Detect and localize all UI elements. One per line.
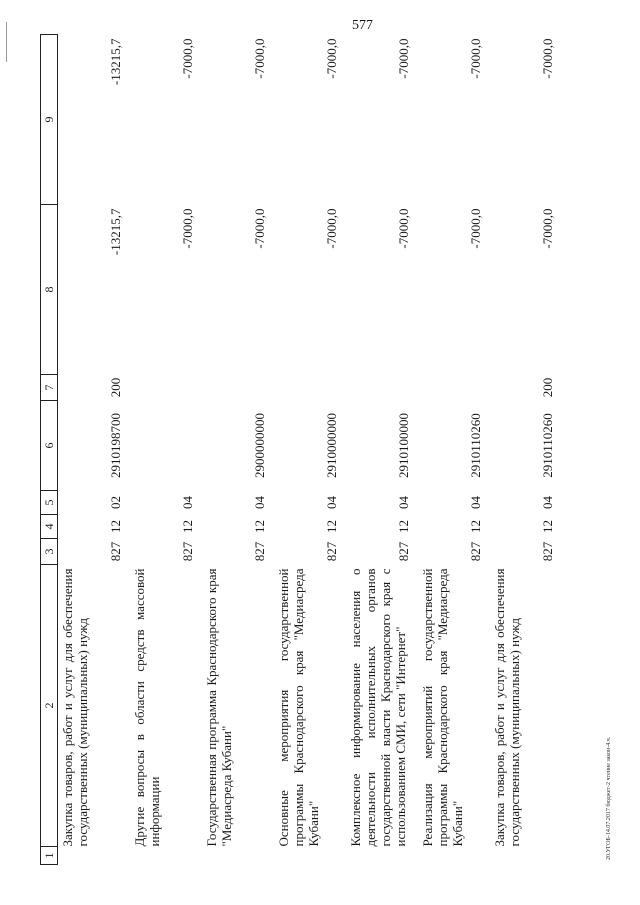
row-sum-total: -7000,0 <box>467 38 483 79</box>
row-sum-change: -7000,0 <box>323 208 339 249</box>
row-code: 827 <box>179 541 195 562</box>
row-type <box>130 375 202 401</box>
row-target: 2910110260 <box>467 413 483 478</box>
row-name: Другие вопросы в области средств массовой информации <box>131 568 162 847</box>
page-number: 577 <box>352 18 373 33</box>
row-sum-change: -7000,0 <box>179 208 195 249</box>
row-sum-change: -7000,0 <box>251 208 267 249</box>
row-section: 12 <box>395 520 411 533</box>
row-code: 827 <box>539 541 555 562</box>
row-target <box>130 401 202 491</box>
row-sum-change: -13215,7 <box>107 208 123 256</box>
row-target: 2900000000 <box>251 413 267 478</box>
row-section: 12 <box>323 520 339 533</box>
row-subsection: 04 <box>179 496 195 509</box>
row-subsection: 04 <box>467 496 483 509</box>
row-sum-total: -7000,0 <box>179 38 195 79</box>
row-section: 12 <box>539 520 555 533</box>
col-header: 7 <box>41 375 58 401</box>
row-sum-change: -7000,0 <box>539 208 555 249</box>
row-type: 200 <box>539 377 555 398</box>
table-row <box>130 35 202 865</box>
row-sum-change: -7000,0 <box>395 208 411 249</box>
row-sum-total: -7000,0 <box>323 38 339 79</box>
row-section: 12 <box>107 520 123 533</box>
row-name: Реализация мероприятий государственной программы Краснодарского края "Медиасреда Кубани" <box>419 568 465 847</box>
col-header: 1 <box>41 847 58 865</box>
row-name: Закупка товаров, работ и услуг для обеспечения государственных (муниципальных) нужд <box>60 568 90 847</box>
row-subsection: 04 <box>323 496 339 509</box>
row-type: 200 <box>107 377 123 398</box>
row-code: 827 <box>323 541 339 562</box>
table-row <box>418 35 490 865</box>
row-subsection: 02 <box>107 496 123 509</box>
file-path-footer: 20.УГОБ-14.07.2017 бюджет-2 чтение закон-4.ч. <box>606 736 612 860</box>
header-row <box>41 35 58 865</box>
row-sum-total: -7000,0 <box>539 38 555 79</box>
col-header: 5 <box>41 491 58 515</box>
col-header: 8 <box>41 205 58 375</box>
table-row <box>58 35 130 865</box>
row-section: 12 <box>251 520 267 533</box>
budget-table <box>40 34 562 865</box>
col-header: 9 <box>41 35 58 205</box>
row-subsection: 04 <box>395 496 411 509</box>
row-sum-total: -13215,7 <box>107 38 123 86</box>
table-row <box>346 35 418 865</box>
col-header: 3 <box>41 539 58 565</box>
col-header: 4 <box>41 515 58 539</box>
table-row <box>274 35 346 865</box>
row-code: 827 <box>467 541 483 562</box>
row-target: 2910000000 <box>323 413 339 478</box>
row-sum-total: -7000,0 <box>395 38 411 79</box>
row-name: Государственная программа Краснодарского края "Медиасреда Кубани" <box>203 568 234 847</box>
row-code: 827 <box>107 541 123 562</box>
row-sum-change: -7000,0 <box>467 208 483 249</box>
row-type <box>202 375 274 401</box>
row-type <box>418 375 490 401</box>
row-name: Комплексное информирование населения о деятельности исполнительных органов государственной власти Краснодарского края с использованием СМИ, сети "Интернет" <box>347 568 408 847</box>
row-code: 827 <box>251 541 267 562</box>
row-name: Закупка товаров, работ и услуг для обеспечения государственных (муниципальных) нужд <box>491 568 522 847</box>
row-section: 12 <box>467 520 483 533</box>
row-type <box>346 375 418 401</box>
table-row <box>490 35 562 865</box>
col-header: 2 <box>41 565 58 847</box>
row-type <box>274 375 346 401</box>
row-subsection: 04 <box>539 496 555 509</box>
table-row <box>202 35 274 865</box>
rotated-budget-table <box>40 35 580 865</box>
row-code: 827 <box>395 541 411 562</box>
margin-mark <box>6 22 7 62</box>
row-target: 2910110260 <box>539 413 555 478</box>
col-header: 6 <box>41 401 58 491</box>
row-sum-total: -7000,0 <box>251 38 267 79</box>
row-section: 12 <box>179 520 195 533</box>
row-target: 2910100000 <box>395 413 411 478</box>
row-name: Основные мероприятия государственной программы Краснодарского края "Медиасреда Кубани" <box>275 568 321 847</box>
row-subsection: 04 <box>251 496 267 509</box>
row-target: 2910198700 <box>107 413 123 478</box>
